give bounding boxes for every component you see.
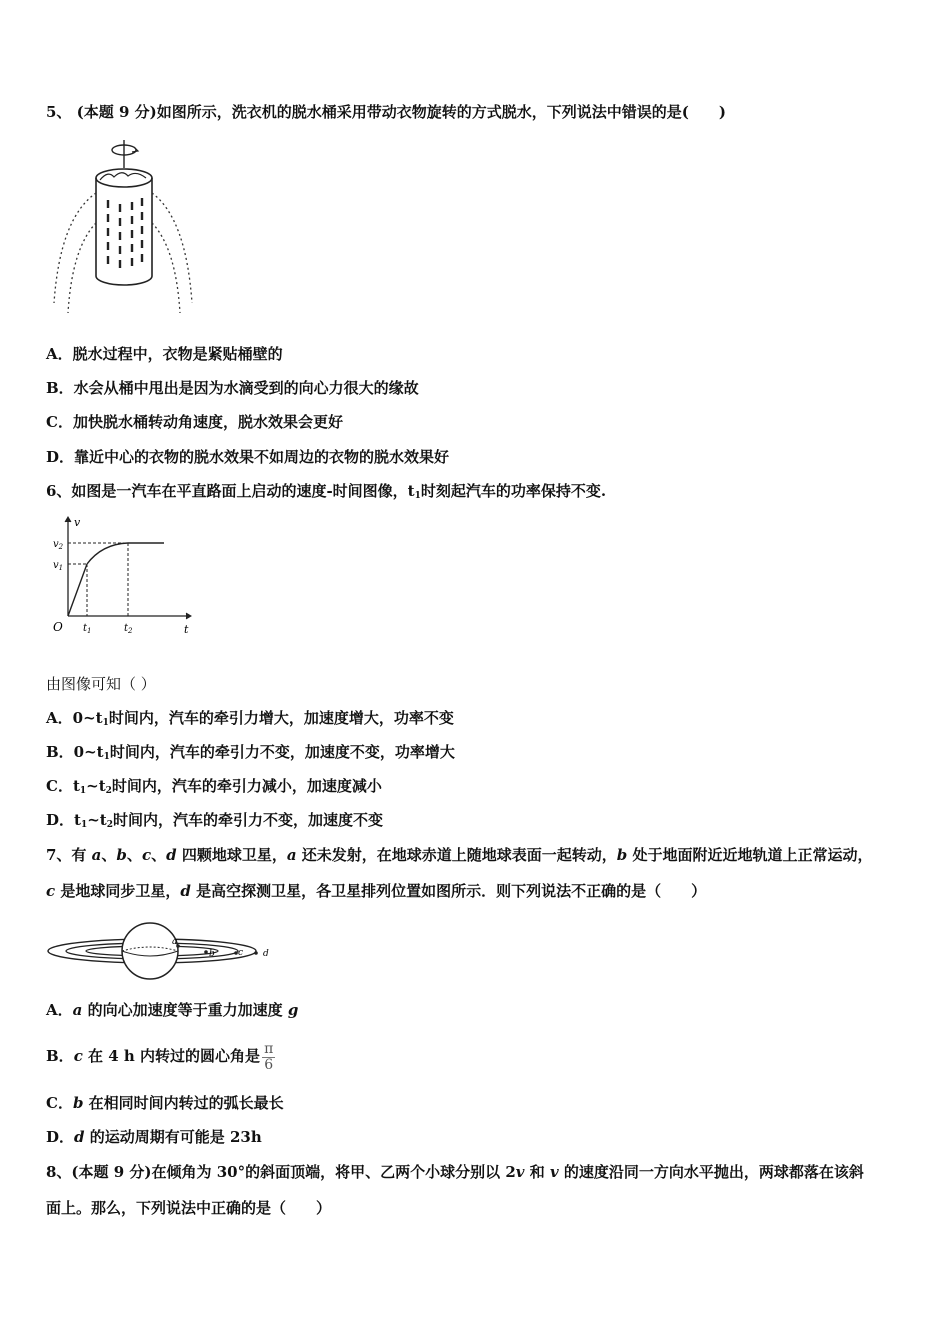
washing-machine-drum-figure bbox=[50, 138, 200, 318]
q7-option-b: B．c 在 4 h 内转过的圆心角是 $\frac{\pi}{6}$ bbox=[46, 1040, 274, 1073]
q6-option-b: B．$0\sim t_1$时间内，汽车的牵引力不变，加速度不变，功率增大 bbox=[46, 743, 455, 762]
q6-option-d: D．$t_1\sim t_2$时间内，汽车的牵引力不变，加速度不变 bbox=[46, 811, 383, 830]
velocity-time-graph bbox=[48, 512, 198, 642]
q6-lead: 由图像可知（ ） bbox=[46, 675, 156, 693]
q8-stem-line2: 面上。那么，下列说法中正确的是（ ） bbox=[46, 1199, 332, 1217]
satellite-orbits-figure bbox=[46, 915, 286, 987]
orbit-label-d: d bbox=[263, 949, 269, 959]
fraction-pi-over-6: $\frac{\pi}{6}$ bbox=[264, 1040, 274, 1073]
orbit-label-b: b bbox=[209, 949, 215, 959]
graph-t2-label: $t_2$ bbox=[124, 623, 133, 635]
q5-stem: 5、 (本题 9 分)如图所示，洗衣机的脱水桶采用带动衣物旋转的方式脱水，下列说法中错误的是( ) bbox=[46, 103, 726, 121]
q7-stem-line1: 7、有 a、b、c、d 四颗地球卫星，a 还未发射，在地球赤道上随地球表面一起转动，b 处于地面附近近地轨道上正常运动， bbox=[46, 846, 873, 864]
orbit-label-a: a bbox=[172, 937, 178, 947]
graph-v1-label: $v_1$ bbox=[53, 560, 64, 572]
q6-option-a: A．$0\sim t_1$时间内，汽车的牵引力增大，加速度增大，功率不变 bbox=[46, 709, 454, 728]
q5-option-c: C．加快脱水桶转动角速度，脱水效果会更好 bbox=[46, 413, 343, 431]
graph-t1-label: $t_1$ bbox=[83, 623, 92, 635]
q6-stem: 6、如图是一汽车在平直路面上启动的速度-时间图像，$t_1$时刻起汽车的功率保持不变. bbox=[46, 482, 607, 501]
q7-stem-line2: c 是地球同步卫星，d 是高空探测卫星，各卫星排列位置如图所示．则下列说法不正确的是（ ） bbox=[46, 882, 707, 900]
graph-origin-label: O bbox=[53, 620, 63, 634]
q7-option-c: C．b 在相同时间内转过的弧长最长 bbox=[46, 1094, 284, 1112]
graph-v2-label: $v_2$ bbox=[53, 539, 64, 551]
graph-v-axis-label: v bbox=[74, 516, 81, 529]
q8-stem-line1: 8、(本题 9 分)在倾角为 30°的斜面顶端，将甲、乙两个小球分别以 2v 和 v 的速度沿同一方向水平抛出，两球都落在该斜 bbox=[46, 1163, 864, 1181]
q5-option-b: B．水会从桶中甩出是因为水滴受到的向心力很大的缘故 bbox=[46, 379, 419, 397]
q6-option-c: C．$t_1\sim t_2$时间内，汽车的牵引力减小，加速度减小 bbox=[46, 777, 382, 796]
q7-option-a: A．a 的向心加速度等于重力加速度 g bbox=[46, 1001, 299, 1019]
q5-option-a: A．脱水过程中，衣物是紧贴桶壁的 bbox=[46, 345, 283, 363]
q7-option-d: D．d 的运动周期有可能是 23h bbox=[46, 1128, 262, 1146]
q5-option-d: D．靠近中心的衣物的脱水效果不如周边的衣物的脱水效果好 bbox=[46, 448, 450, 466]
graph-t-axis-label: t bbox=[184, 623, 189, 636]
orbit-label-c: c bbox=[238, 948, 244, 958]
